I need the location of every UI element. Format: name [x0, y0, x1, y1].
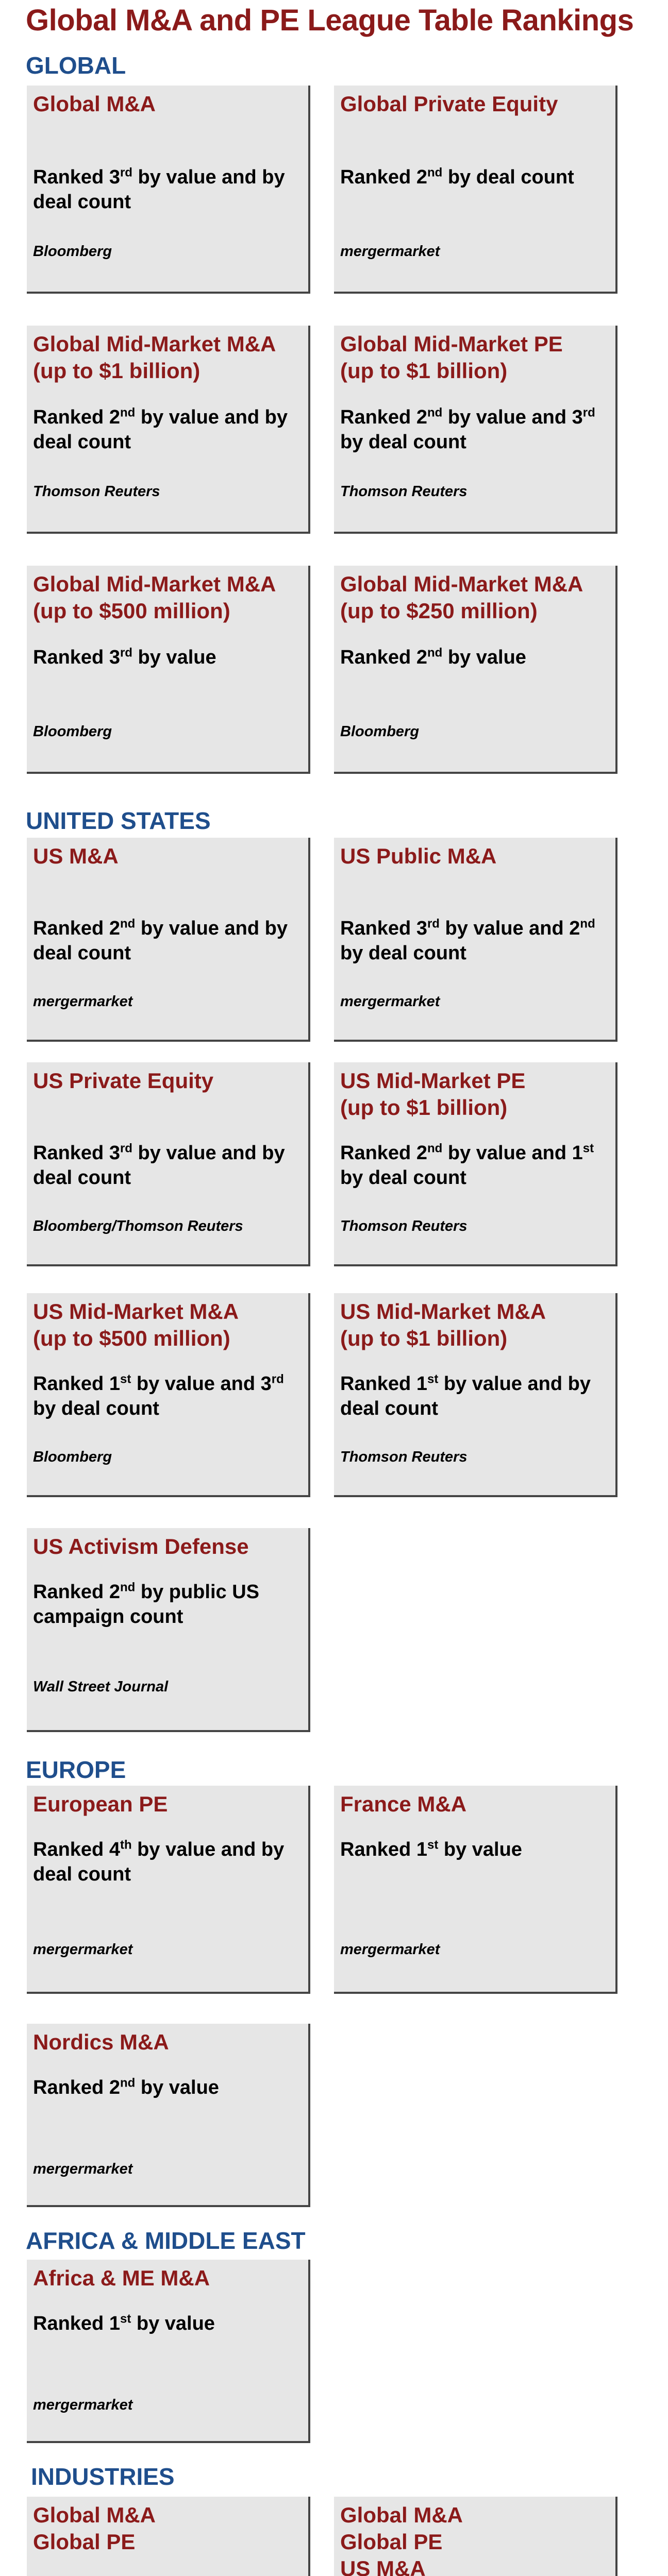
card-us-public-ma: [334, 838, 617, 1042]
card-us-private-equity: [27, 1062, 310, 1266]
source-label: mergermarket: [340, 993, 440, 1010]
card-us-mid-market-500m: [27, 1293, 310, 1497]
card-title: Nordics M&A: [33, 2030, 169, 2054]
source-label: mergermarket: [33, 2161, 133, 2177]
card-global-pe: [334, 86, 617, 294]
ranking-text: Ranked 1st by value and by deal count: [340, 1372, 591, 1419]
ranking-text: Ranked 2nd by public US campaign count: [33, 1580, 259, 1628]
card-title: Global M&A Global PE US M&A: [340, 2503, 463, 2576]
section-heading-industries: INDUSTRIES: [31, 2463, 175, 2490]
card-title: France M&A: [340, 1792, 467, 1816]
card-industry-life-sciences: [334, 2497, 617, 2576]
ranking-text: Ranked 3rd by value: [33, 646, 216, 668]
card-us-activism-defense: [27, 1528, 310, 1732]
ranking-text: Ranked 1st by value: [33, 2312, 215, 2334]
ranking-text: Ranked 2nd by value and by deal count: [33, 405, 288, 453]
section-heading-global: GLOBAL: [26, 52, 126, 79]
card-title: US Mid-Market PE (up to $1 billion): [340, 1069, 526, 1120]
card-title: Global M&A Global PE: [33, 2503, 156, 2554]
ranking-text: Ranked 2nd by value and 1st by deal count: [340, 1141, 594, 1189]
ranking-text: Ranked 3rd by value and 2nd by deal count: [340, 917, 595, 964]
card-africa-me-ma: [27, 2260, 310, 2443]
card-title: US Mid-Market M&A (up to $500 million): [33, 1299, 239, 1350]
ranking-text: Ranked 1st by value and 3rd by deal count: [33, 1372, 284, 1419]
card-title: US Private Equity: [33, 1069, 214, 1093]
card-title: Global Mid-Market M&A (up to $1 billion): [33, 332, 276, 383]
card-industry-automotive: [27, 2497, 310, 2576]
card-title: Global M&A: [33, 92, 156, 116]
card-title: European PE: [33, 1792, 168, 1816]
source-label: Bloomberg: [33, 723, 112, 740]
card-global-mid-market-1b: [27, 326, 310, 534]
card-title: Global Mid-Market M&A (up to $250 million): [340, 572, 583, 623]
ranking-text: Ranked 3rd by value and by deal count: [33, 1141, 285, 1189]
ranking-text: Ranked 2nd by deal count: [340, 165, 574, 188]
ranking-text: Ranked 2nd by value and by deal count: [33, 917, 288, 964]
card-title: US Mid-Market M&A (up to $1 billion): [340, 1299, 546, 1350]
ranking-text: Ranked 2nd by value: [340, 646, 526, 668]
source-label: Thomson Reuters: [340, 1449, 467, 1465]
card-global-mid-market-pe-1b: [334, 326, 617, 534]
ranking-text: Ranked 3rd by value and by deal count: [33, 165, 285, 213]
source-label: Thomson Reuters: [340, 483, 467, 500]
ranking-text: Ranked 2nd by value and 3rd by deal count: [340, 405, 595, 453]
card-global-mid-market-250m: [334, 566, 617, 774]
source-label: Thomson Reuters: [33, 483, 160, 500]
card-title: US Public M&A: [340, 844, 497, 868]
card-title: US M&A: [33, 844, 119, 868]
card-title: Global Mid-Market PE (up to $1 billion): [340, 332, 563, 383]
source-label: Bloomberg: [33, 1449, 112, 1465]
ranking-text: Ranked 4th by value and by deal count: [33, 1838, 285, 1885]
card-title: US Activism Defense: [33, 1534, 249, 1558]
card-us-mid-market-1b: [334, 1293, 617, 1497]
source-label: mergermarket: [340, 1941, 440, 1958]
section-heading-united-states: UNITED STATES: [26, 807, 211, 834]
source-label: Bloomberg/Thomson Reuters: [33, 1218, 243, 1234]
card-european-pe: [27, 1786, 310, 1994]
section-heading-europe: EUROPE: [26, 1756, 126, 1783]
card-title: Global Private Equity: [340, 92, 558, 116]
card-title: Global Mid-Market M&A (up to $500 million): [33, 572, 276, 623]
page-title: Global M&A and PE League Table Rankings: [26, 4, 634, 37]
card-global-mid-market-500m: [27, 566, 310, 774]
section-heading-africa-middle-east: AFRICA & MIDDLE EAST: [26, 2227, 306, 2254]
card-title: Africa & ME M&A: [33, 2266, 210, 2290]
source-label: Bloomberg: [340, 723, 420, 740]
source-label: mergermarket: [33, 2397, 133, 2413]
card-global-ma: [27, 86, 310, 294]
source-label: Thomson Reuters: [340, 1218, 467, 1234]
source-label: mergermarket: [340, 243, 440, 260]
source-label: Wall Street Journal: [33, 1679, 169, 1695]
card-us-mid-market-pe-1b: [334, 1062, 617, 1266]
source-label: mergermarket: [33, 993, 133, 1010]
ranking-text: Ranked 1st by value: [340, 1838, 522, 1860]
card-us-ma: [27, 838, 310, 1042]
source-label: Bloomberg: [33, 243, 112, 260]
card-france-ma: [334, 1786, 617, 1994]
ranking-text: Ranked 2nd by value: [33, 2076, 219, 2098]
source-label: mergermarket: [33, 1941, 133, 1958]
card-nordics-ma: [27, 2024, 310, 2207]
